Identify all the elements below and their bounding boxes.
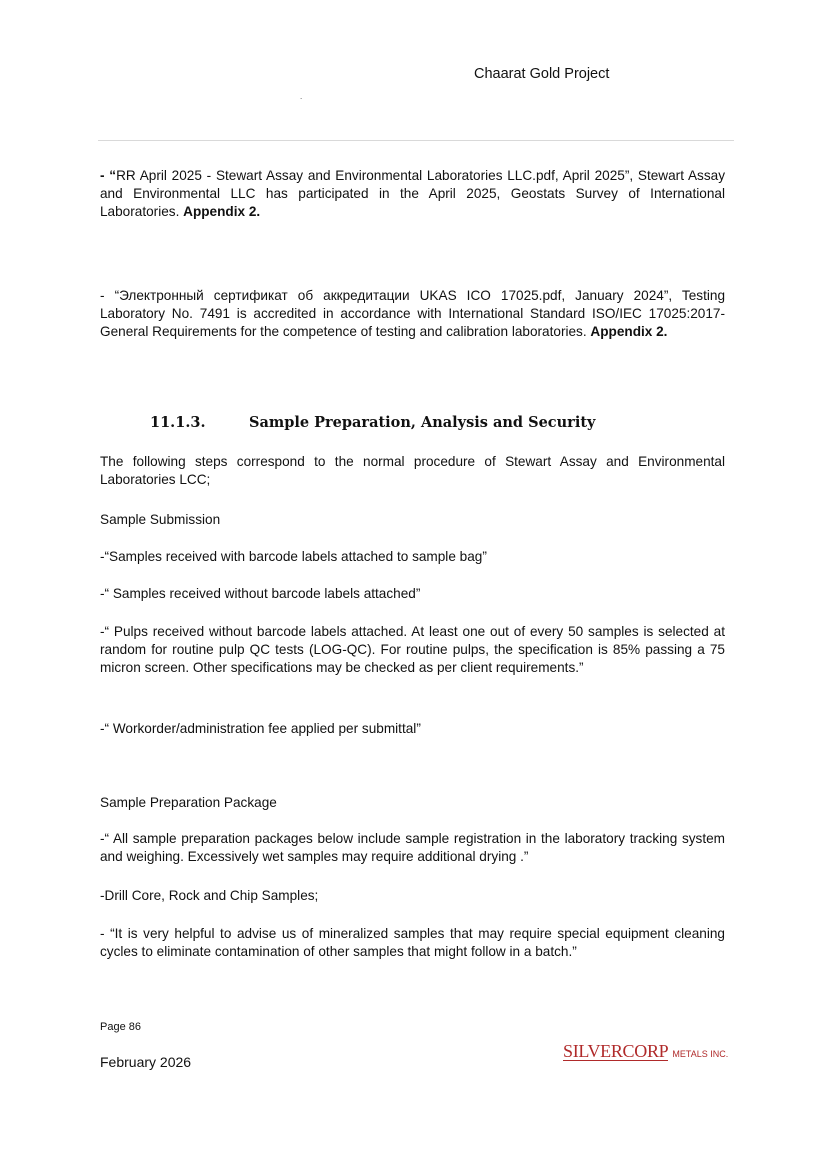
submission-item: -“ Samples received without barcode labels attached” xyxy=(100,586,421,601)
prep-item: -“ All sample preparation packages below include sample registration in the laboratory tracking system and weighing. Excessively wet samples may require additional drying .” xyxy=(100,831,725,864)
submission-item: -“ Pulps received without barcode labels attached. At least one out of every 50 samples is selected at random for routine pulp QC tests (LOG-QC). For routine pulps, the specification is 85% passing a 75 micron screen. Other specifications may be checked as per client requirements.” xyxy=(100,624,725,675)
paragraph-text: - “Электронный сертификат об аккредитации UKAS ICO 17025.pdf, January 2024”, Testing Laboratory No. 7491 is accredited in accordance with International Standard ISO/IEC 17025:2017- General Requirements for the competence of testing and calibration laboratories. xyxy=(100,288,725,339)
submission-heading: Sample Submission xyxy=(100,512,221,527)
submission-item: -“Samples received with barcode labels attached to sample bag” xyxy=(100,549,487,564)
header-mark: . xyxy=(300,92,303,101)
silvercorp-logo xyxy=(563,1042,728,1061)
submission-item: -“ Workorder/administration fee applied per submittal” xyxy=(100,721,421,736)
paragraph-stewart-survey xyxy=(100,167,725,221)
logo-sub-text: METALS INC. xyxy=(672,1049,729,1059)
section-title: Sample Preparation, Analysis and Security xyxy=(249,414,596,431)
appendix-ref: Appendix 2. xyxy=(590,324,668,339)
section-number: 11.1.3. xyxy=(150,414,206,431)
footer-date: February 2026 xyxy=(100,1054,192,1070)
paragraph-text: RR April 2025 - Stewart Assay and Environmental Laboratories LLC.pdf, April 2025”, Stewart Assay and Environmental LLC has participated in the April 2025, Geostats Survey of International Laboratories. xyxy=(100,168,725,219)
header-title: Chaarat Gold Project xyxy=(474,66,610,82)
header-divider xyxy=(98,140,734,141)
paragraph-lead: - “ xyxy=(100,168,117,183)
paragraph-ukas-certificate xyxy=(100,287,725,341)
logo-main-text: SILVERCORP xyxy=(563,1041,669,1061)
intro-paragraph: The following steps correspond to the normal procedure of Stewart Assay and Environmental Laboratories LCC; xyxy=(100,454,725,487)
page-number: Page 86 xyxy=(100,1021,141,1033)
prep-item: -Drill Core, Rock and Chip Samples; xyxy=(100,888,319,903)
prep-heading: Sample Preparation Package xyxy=(100,795,277,810)
appendix-ref: Appendix 2. xyxy=(183,204,261,219)
prep-item: - “It is very helpful to advise us of mineralized samples that may require special equipment cleaning cycles to eliminate contamination of other samples that might follow in a batch.” xyxy=(100,926,725,959)
